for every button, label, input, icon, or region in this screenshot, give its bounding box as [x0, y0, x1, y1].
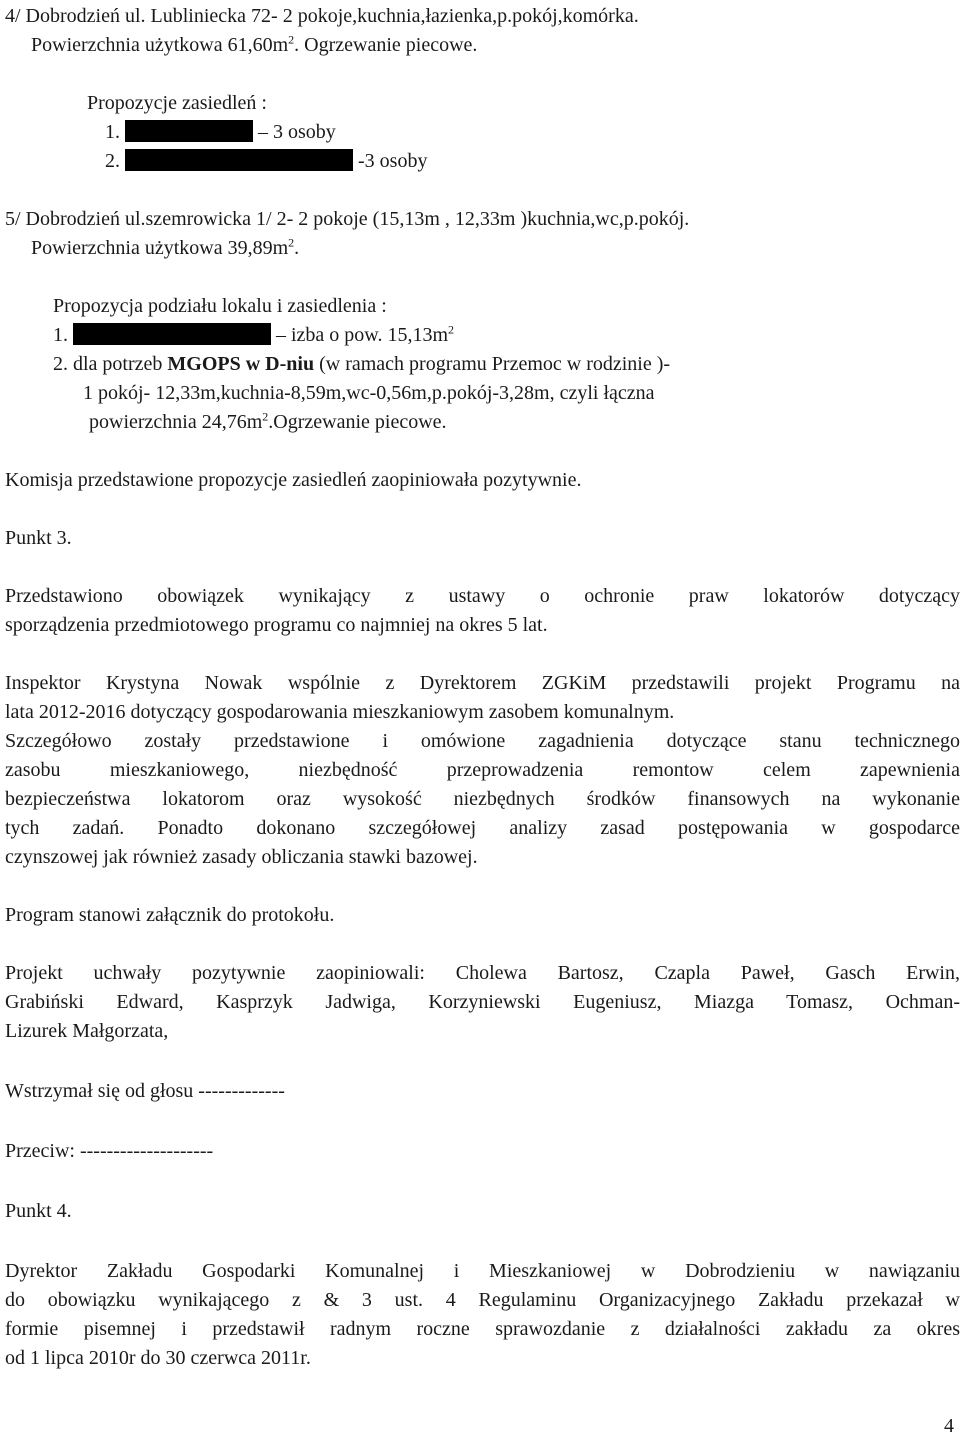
- point3-para2-line2: lata 2012-2016 dotyczący gospodarowania mieszkaniowym zasobem komunalnym.: [5, 701, 675, 723]
- item5-area-sup: 2: [288, 235, 295, 250]
- redaction-block: [125, 120, 253, 142]
- item5-p2-bold: MGOPS w D-niu: [167, 353, 315, 375]
- item5-total-sup: 2: [262, 409, 269, 424]
- item5-line1: 5/ Dobrodzień ul.szemrowicka 1/ 2- 2 pokoje (15,13m , 12,33m )kuchnia,wc,p.pokój.: [5, 208, 690, 230]
- point4-heading: Punkt 4.: [5, 1200, 72, 1222]
- item5-area-text: Powierzchnia użytkowa 39,89m: [31, 237, 289, 259]
- item4-proposal-1: [5, 118, 960, 147]
- document-page: [5, 2, 960, 1373]
- item4-heating-text: . Ogrzewanie piecowe.: [294, 34, 478, 56]
- point3-para2-line5: bezpieczeństwa lokatorom oraz wysokość niezbędnych środków finansowych na wykonanie: [5, 788, 960, 810]
- item4-proposals-title: Propozycje zasiedleń :: [87, 92, 267, 114]
- commission-opinion: Komisja przedstawione propozycje zasiedleń zaopiniowała pozytywnie.: [5, 469, 582, 491]
- redaction-block: [125, 149, 353, 171]
- item5-total-area: powierzchnia 24,76m: [89, 411, 263, 433]
- page-number: 4: [944, 1415, 954, 1437]
- point3-heading: Punkt 3.: [5, 527, 72, 549]
- point3-para2-line7: czynszowej jak również zasady obliczania stawki bazowej.: [5, 846, 478, 868]
- item5-proposal-2: [5, 350, 960, 379]
- point3-para2-line4: zasobu mieszkaniowego, niezbędność przeprowadzenia remontow celem zapewnienia: [5, 759, 960, 781]
- item5-proposal-2-line2: 1 pokój- 12,33m,kuchnia-8,59m,wc-0,56m,p.pokój-3,28m, czyli łączna: [83, 382, 655, 404]
- item4-proposal-2: [5, 147, 960, 176]
- redaction-block: [73, 323, 271, 345]
- item4-line1: 4/ Dobrodzień ul. Lubliniecka 72- 2 pokoje,kuchnia,łazienka,p.pokój,komórka.: [5, 5, 639, 27]
- point3-para2-line3: Szczegółowo zostały przedstawione i omówione zagadnienia dotyczące stanu technicznego: [5, 730, 960, 752]
- item5-line2: [5, 234, 960, 263]
- point3-vote-line2: Grabiński Edward, Kasprzyk Jadwiga, Korzyniewski Eugeniusz, Miazga Tomasz, Ochman-: [5, 991, 960, 1013]
- item5-p2-prefix: 2. dla potrzeb: [53, 353, 168, 375]
- item4-area-text: Powierzchnia użytkowa 61,60m: [31, 34, 289, 56]
- item4-p1-num: 1.: [105, 121, 120, 143]
- point3-vote-line3: Lizurek Małgorzata,: [5, 1020, 169, 1042]
- item5-p1-sup: 2: [448, 322, 455, 337]
- item5-proposal-1: [5, 321, 960, 350]
- point3-vote-line1: Projekt uchwały pozytywnie zaopiniowali: Cholewa Bartosz, Czapla Paweł, Gasch Erwin,: [5, 962, 960, 984]
- item5-proposal-2-line3: [5, 408, 960, 437]
- point3-against: Przeciw: --------------------: [5, 1140, 214, 1162]
- point3-para2-line6: tych zadań. Ponadto dokonano szczegółowej analizy zasad postępowania w gospodarce: [5, 817, 960, 839]
- point3-annex-note: Program stanowi załącznik do protokołu.: [5, 904, 335, 926]
- point4-line4: od 1 lipca 2010r do 30 czerwca 2011r.: [5, 1347, 311, 1369]
- point3-para1-line2: sporządzenia przedmiotowego programu co najmniej na okres 5 lat.: [5, 614, 548, 636]
- item5-p2-suffix: (w ramach programu Przemoc w rodzinie )-: [314, 353, 671, 375]
- point4-line3: formie pisemnej i przedstawił radnym roczne sprawozdanie z działalności zakładu za okres: [5, 1318, 960, 1340]
- item4-p2-num: 2.: [105, 150, 120, 172]
- point4-line2: do obowiązku wynikającego z & 3 ust. 4 Regulaminu Organizacyjnego Zakładu przekazał w: [5, 1289, 960, 1311]
- point3-para2-line1: Inspektor Krystyna Nowak wspólnie z Dyrektorem ZGKiM przedstawili projekt Programu na: [5, 672, 960, 694]
- item5-area-end: .: [294, 237, 300, 259]
- item5-total-heating: .Ogrzewanie piecowe.: [268, 411, 447, 433]
- item4-line2: [5, 31, 960, 60]
- point3-para1-line1: Przedstawiono obowiązek wynikający z ustawy o ochronie praw lokatorów dotyczący: [5, 585, 960, 607]
- item5-p1-text: – izba o pow. 15,13m: [276, 324, 449, 346]
- item4-p1-text: – 3 osoby: [258, 121, 336, 143]
- item4-area-sup: 2: [288, 32, 295, 47]
- item5-p1-num: 1.: [53, 324, 68, 346]
- point3-abstained: Wstrzymał się od głosu -------------: [5, 1080, 285, 1102]
- point4-line1: Dyrektor Zakładu Gospodarki Komunalnej i Mieszkaniowej w Dobrodzieniu w nawiązaniu: [5, 1260, 960, 1282]
- item5-proposal-title: Propozycja podziału lokalu i zasiedlenia :: [53, 295, 387, 317]
- item4-p2-text: -3 osoby: [358, 150, 428, 172]
